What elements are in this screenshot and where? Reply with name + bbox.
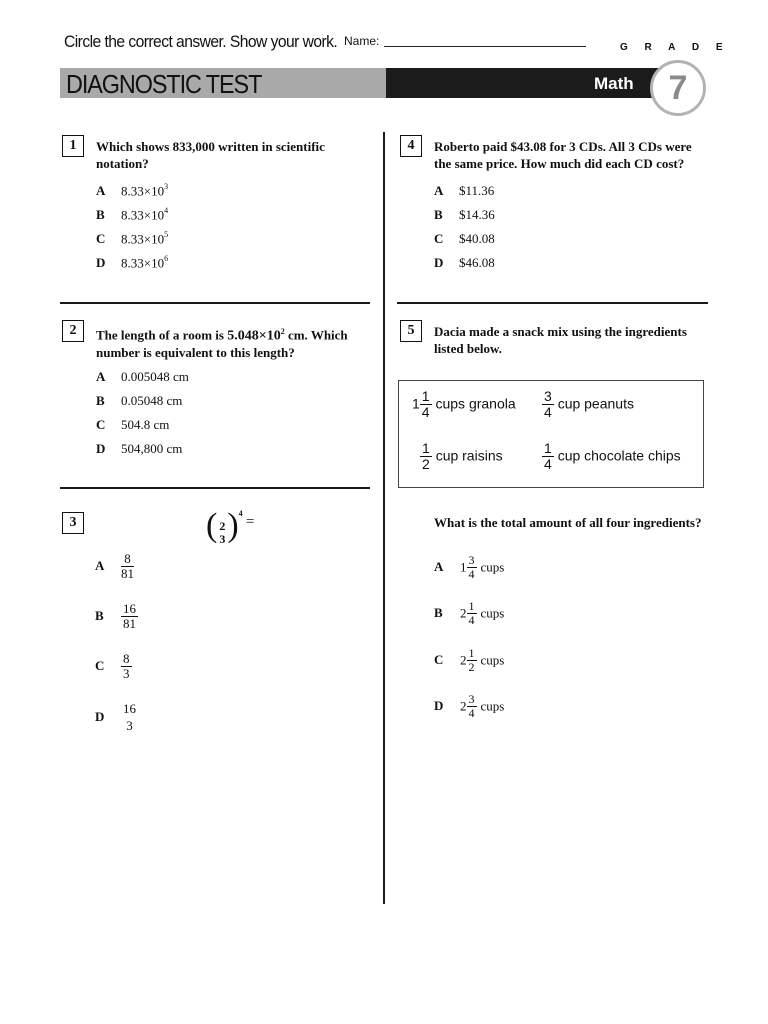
choice-letter: A [434,183,444,198]
fraction-denominator: 3 [123,666,130,682]
ingredient-label: cup peanuts [557,395,634,412]
choice-letter: A [95,558,105,574]
subject-label: Math [594,74,634,93]
fraction-numerator: 16 [123,601,136,616]
mixed-whole: 1 [460,559,467,575]
choice-c[interactable] [434,647,504,674]
choice-c[interactable] [96,416,189,440]
choice-letter: B [96,207,105,223]
question-number: 3 [62,512,84,534]
section-divider [60,487,370,489]
unit-label: cups [480,652,505,668]
fraction-denominator: 2 [468,660,475,675]
instructions: Circle the correct answer. Show your work. [64,32,338,51]
section-divider [397,302,708,304]
stem-exponent: 2 [280,327,285,336]
mixed-fraction [467,647,477,674]
ingredient-label: cup raisins [435,447,503,464]
choice-b[interactable] [96,392,189,416]
choice-c[interactable] [96,230,168,254]
choice-letter: B [96,393,105,408]
choice-b[interactable] [434,206,495,230]
mixed-whole: 2 [460,698,467,714]
fraction-numerator: 1 [544,440,552,456]
choice-text: 8.33×10 [121,255,165,271]
choice-fraction [121,602,138,632]
expression-fraction [217,520,227,546]
unit-label: cups [480,605,505,621]
grade-label: G R A D E [620,42,730,53]
fraction-denominator: 4 [468,613,475,628]
name-label: Name: [344,34,380,48]
choice-d[interactable] [96,440,189,464]
mixed-whole: 2 [460,652,467,668]
choice-text: 504,800 cm [121,441,183,456]
choice-letter: D [434,698,444,714]
stem-value: 5.048×10 [227,328,281,344]
choice-fraction [121,652,132,682]
choice-b[interactable] [434,600,504,627]
choice-letter: A [96,369,106,384]
question-number: 1 [62,135,84,157]
choice-text: 8.33×10 [121,183,165,199]
choice-letter: C [96,417,106,432]
choice-text: 8.33×10 [121,231,165,247]
choice-text: 8.33×10 [121,207,165,223]
fraction-numerator: 8 [123,651,130,666]
fraction-denominator: 81 [123,616,136,632]
fraction-numerator: 3 [544,388,552,404]
choice-letter: C [95,658,105,674]
choice-a[interactable] [434,554,504,581]
choice-letter: C [434,231,444,246]
choice-letter: A [434,559,444,575]
choice-letter: C [96,231,106,247]
fraction-numerator: 1 [421,388,430,404]
question-stem [96,323,368,361]
grade-badge: 7 [650,60,706,116]
unit-label: cups [480,559,505,575]
choice-exponent: 6 [164,254,169,263]
fraction-numerator: 1 [468,646,475,660]
ingredient-label: cup chocolate chips [557,447,681,464]
choice-text: 504.8 cm [121,417,170,432]
choice-text: $11.36 [459,183,495,198]
choice-a[interactable] [96,182,168,206]
fraction-numerator: 3 [468,692,475,706]
choice-fraction [121,702,138,734]
choice-letter: B [434,207,443,222]
choice-b[interactable] [96,206,168,230]
choice-text: $40.08 [459,231,495,246]
choice-letter: D [96,441,106,456]
stem-text: The length of a room is [96,327,224,343]
fraction-denominator: 3 [219,532,226,547]
mixed-fraction [467,693,477,720]
choice-text: 0.05048 cm [121,393,183,408]
answer-choices [96,182,168,278]
choice-d[interactable] [96,254,168,278]
choice-exponent: 5 [164,230,169,239]
question-number: 5 [400,320,422,342]
expression [206,505,254,546]
ingredient-peanuts [542,389,634,421]
ingredient-fraction [420,441,432,473]
fraction-denominator: 4 [468,706,475,721]
answer-choices [96,368,189,464]
fraction-denominator: 4 [544,404,552,421]
column-divider [383,132,385,904]
choice-exponent: 4 [164,206,169,215]
ingredient-fraction [542,441,554,473]
choice-letter: D [434,255,444,270]
fraction-numerator: 3 [468,553,475,567]
answer-choices [434,182,495,278]
choice-fraction [121,552,134,582]
fraction-denominator: 4 [421,404,430,421]
choice-exponent: 3 [164,182,169,191]
fraction-numerator: 1 [468,599,475,613]
mixed-whole: 2 [460,605,467,621]
choice-letter: C [434,652,444,668]
ingredient-raisins [420,441,503,473]
choice-c[interactable] [434,230,495,254]
ingredient-chocolate-chips [542,441,681,473]
fraction-numerator: 16 [123,701,136,716]
expression-exponent: 4 [238,509,243,518]
choice-text: 0.005048 cm [121,369,189,384]
fraction-denominator: 4 [544,456,552,473]
choice-letter: D [95,709,105,725]
fraction-numerator: 2 [219,518,226,533]
mixed-fraction [467,600,477,627]
ingredient-granola [412,389,516,421]
choice-letter: A [96,183,106,199]
choice-letter: B [95,608,104,624]
choice-a[interactable] [434,182,495,206]
fraction-numerator: 1 [422,440,430,456]
mixed-fraction [467,554,477,581]
fraction-numerator: 8 [121,552,134,567]
question-stem: Which shows 833,000 written in scientific notation? [96,139,325,171]
ingredient-label: cups granola [435,395,516,412]
unit-label: cups [480,698,505,714]
question-number: 4 [400,135,422,157]
section-divider [60,302,370,304]
equals-sign: = [245,514,255,530]
choice-b[interactable] [95,602,138,632]
choice-d[interactable] [434,693,504,720]
paren-left: ( [206,507,218,544]
page-title: DIAGNOSTIC TEST [66,69,262,99]
choice-d[interactable] [434,254,495,278]
choice-text: $46.08 [459,255,495,270]
question-prompt: What is the total amount of all four ingredients? [434,515,702,530]
fraction-denominator: 3 [126,718,133,734]
ingredient-whole: 1 [412,395,420,412]
ingredient-fraction [420,389,432,421]
choice-a[interactable] [95,552,134,582]
choice-d[interactable] [95,702,138,734]
fraction-denominator: 81 [121,566,134,582]
stem-text: cm. Which number is equivalent to this length? [96,327,348,361]
fraction-denominator: 2 [422,456,430,473]
choice-a[interactable] [96,368,189,392]
ingredient-fraction [542,389,554,421]
fraction-denominator: 4 [468,567,475,582]
choice-c[interactable] [95,652,132,682]
question-number: 2 [62,320,84,342]
choice-letter: D [96,255,106,271]
name-field-line[interactable] [384,46,586,47]
choice-text: $14.36 [459,207,495,222]
choice-letter: B [434,605,443,621]
paren-right: ) [227,507,239,544]
question-stem: Dacia made a snack mix using the ingredients listed below. [434,324,687,356]
question-stem: Roberto paid $43.08 for 3 CDs. All 3 CDs were the same price. How much did each CD cost? [434,139,692,171]
